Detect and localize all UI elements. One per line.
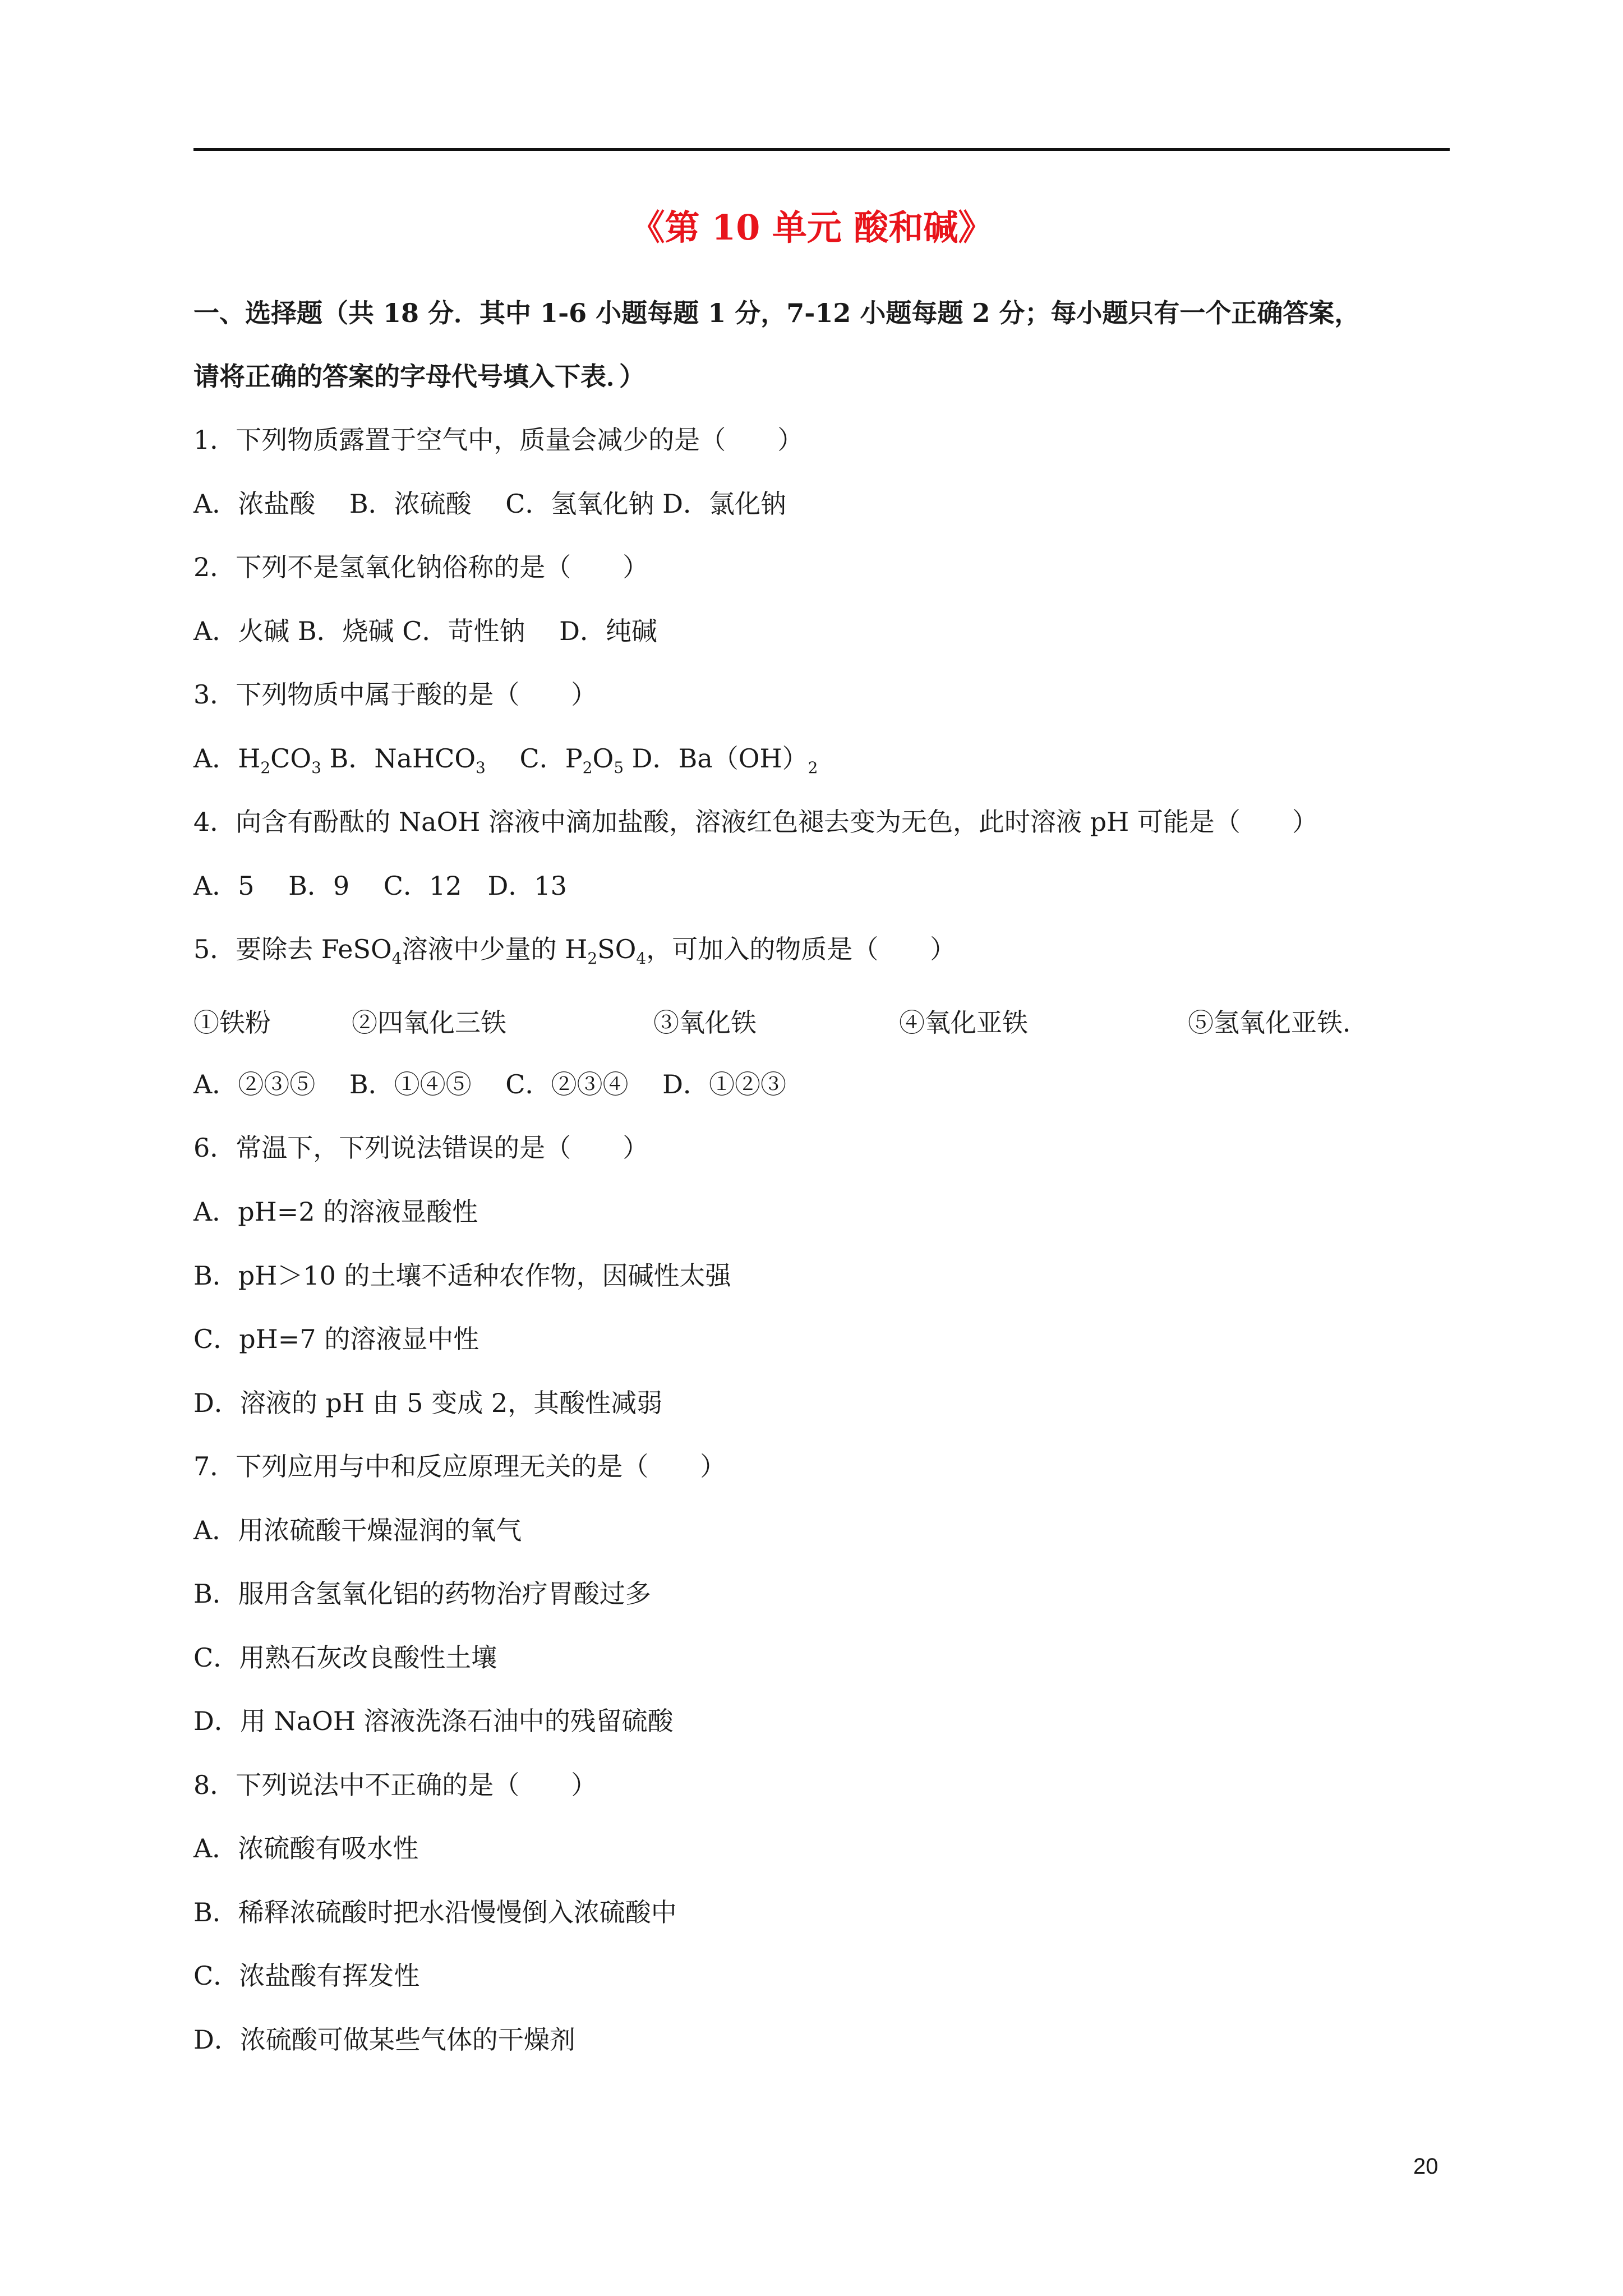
q2-stem: 2．下列不是氢氧化钠俗称的是（ ） xyxy=(193,552,649,582)
q4-stem: 4．向含有酚酞的 NaOH 溶液中滴加盐酸，溶液红色褪去变为无色，此时溶液 pH 可能是（ ） xyxy=(193,807,1318,837)
q2-options: A．火碱 B．烧碱 C．苛性钠 D．纯碱 xyxy=(193,616,657,646)
q5-item: ⑤氢氧化亚铁． xyxy=(1188,1007,1368,1038)
page-title: 《第 10 单元 酸和碱》 xyxy=(630,207,993,248)
q6-option-a: A．pH=2 的溶液显酸性 xyxy=(193,1197,478,1227)
q4-options: A．5 B．9 C．12 D．13 xyxy=(193,871,567,901)
section-heading-line-2: 请将正确的答案的字母代号填入下表．） xyxy=(193,361,645,392)
q7-stem: 7．下列应用与中和反应原理无关的是（ ） xyxy=(193,1451,726,1481)
q7-option-c: C．用熟石灰改良酸性土壤 xyxy=(193,1642,497,1673)
q7-option-a: A．用浓硫酸干燥湿润的氧气 xyxy=(193,1515,522,1545)
q5-item: ①铁粉 xyxy=(193,1007,271,1038)
q7-option-b: B．服用含氢氧化铝的药物治疗胃酸过多 xyxy=(193,1579,651,1609)
q8-stem: 8．下列说法中不正确的是（ ） xyxy=(193,1770,597,1800)
q1-stem: 1．下列物质露置于空气中，质量会减少的是（ ） xyxy=(193,425,804,455)
q5-item: ③氧化铁 xyxy=(653,1007,757,1038)
q8-option-a: A．浓硫酸有吸水性 xyxy=(193,1833,419,1864)
q5-item: ④氧化亚铁 xyxy=(899,1007,1028,1038)
q1-options: A．浓盐酸 B．浓硫酸 C．氢氧化钠 D．氯化钠 xyxy=(193,489,786,519)
q6-option-d: D．溶液的 pH 由 5 变成 2，其酸性减弱 xyxy=(193,1388,663,1418)
q8-option-d: D．浓硫酸可做某些气体的干燥剂 xyxy=(193,2024,575,2055)
q5-options: A．②③⑤ B．①④⑤ C．②③④ D．①②③ xyxy=(193,1069,786,1099)
q6-option-c: C．pH=7 的溶液显中性 xyxy=(193,1324,479,1354)
section-heading-line-1: 一、选择题（共 18 分．其中 1-6 小题每题 1 分，7-12 小题每题 2 分；每小题只有一个正确答案， xyxy=(193,298,1361,328)
q5-stem: 5．要除去 FeSO$_4$溶液中少量的 $H_2SO_4$，可加入的物质是（ ） xyxy=(193,934,956,968)
q3-stem: 3．下列物质中属于酸的是（ ） xyxy=(193,679,597,710)
q7-option-d: D．用 NaOH 溶液洗涤石油中的残留硫酸 xyxy=(193,1706,674,1736)
q3-options: A．$H_2CO_3$ B．NaHCO$_3$ C．$P_2O_5$ D．$Ba(OH)_2$ xyxy=(193,743,818,777)
q8-option-c: C．浓盐酸有挥发性 xyxy=(193,1961,420,1991)
q8-option-b: B．稀释浓硫酸时把水沿慢慢倒入浓硫酸中 xyxy=(193,1897,677,1927)
q6-option-b: B．pH＞10 的土壤不适种农作物，因碱性太强 xyxy=(193,1260,731,1291)
header-rule xyxy=(193,148,1450,151)
q5-item: ②四氧化三铁 xyxy=(352,1007,506,1038)
q6-stem: 6．常温下，下列说法错误的是（ ） xyxy=(193,1133,649,1163)
page-number: 20 xyxy=(1413,2154,1438,2179)
